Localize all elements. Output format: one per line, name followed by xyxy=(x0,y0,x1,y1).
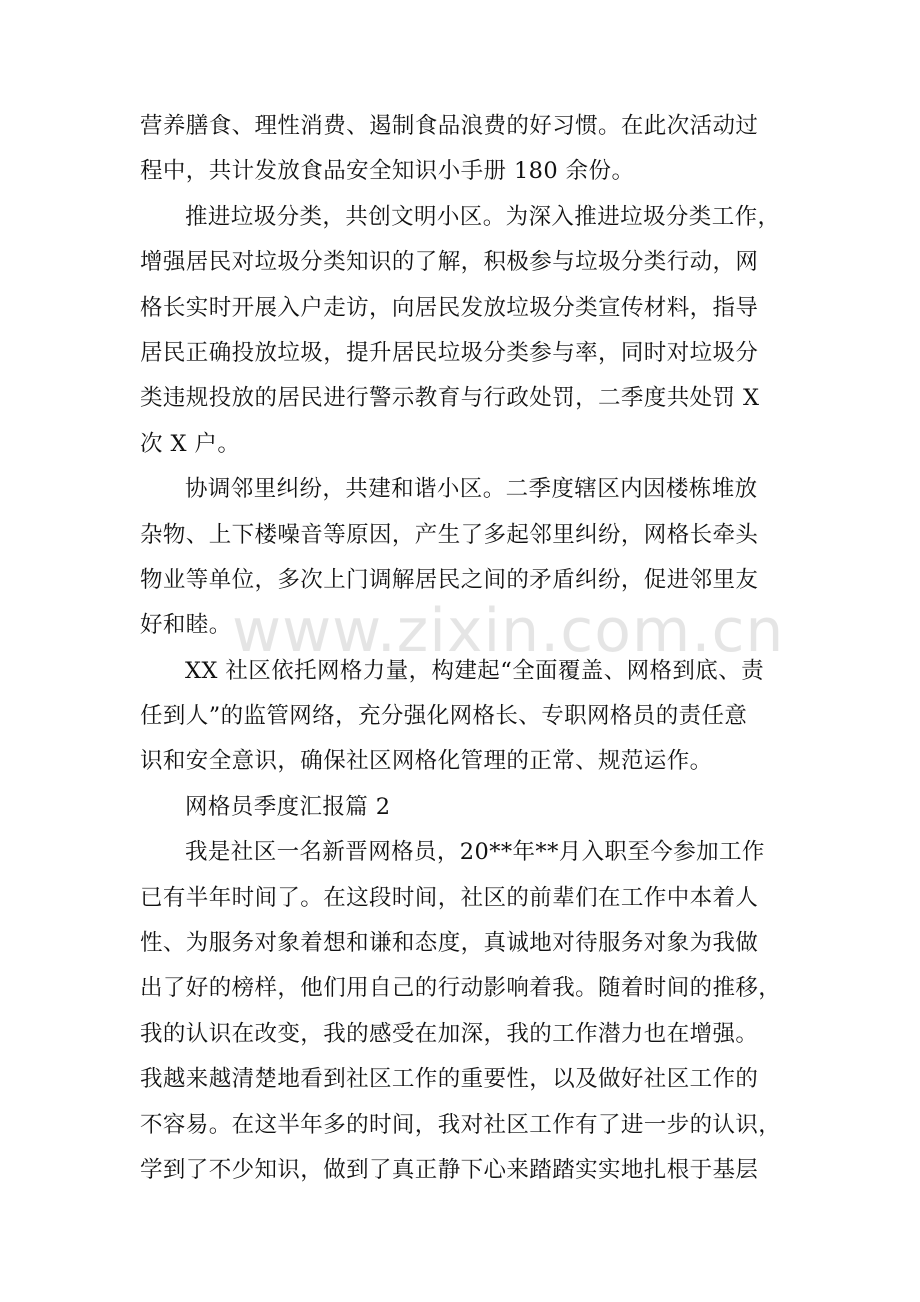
text-line: 任到人”的监管网络，充分强化网格长、专职网格员的责任意 xyxy=(140,703,748,730)
watermark-text: www.zixin.com.cn xyxy=(232,596,785,666)
text-line: 类违规投放的居民进行警示教育与行政处罚，二季度共处罚 X xyxy=(140,385,760,412)
paragraph-start-line: 我是社区一名新晋网格员，20**年**月入职至今参加工作 xyxy=(185,839,765,866)
section-heading: 网格员季度汇报篇 2 xyxy=(185,793,391,820)
text-line: 我的认识在改变，我的感受在加深，我的工作潜力也在增强。 xyxy=(140,1020,759,1047)
text-line: 次 X 户。 xyxy=(140,430,241,457)
text-line: 不容易。在这半年多的时间，我对社区工作有了进一步的认识， xyxy=(140,1111,782,1138)
text-line: 学到了不少知识，做到了真正静下心来踏踏实实地扎根于基层 xyxy=(140,1156,759,1183)
text-line: 营养膳食、理性消费、遏制食品浪费的好习惯。在此次活动过 xyxy=(140,113,759,139)
paragraph-start-line: 协调邻里纠纷，共建和谐小区。二季度辖区内因楼栋堆放 xyxy=(185,476,758,503)
text-line: 性、为服务对象着想和谦和态度，真诚地对待服务对象为我做 xyxy=(140,930,759,957)
text-line: 物业等单位，多次上门调解居民之间的矛盾纠纷，促进邻里友 xyxy=(140,566,759,593)
text-line: 好和睦。 xyxy=(140,612,232,639)
text-line: 格长实时开展入户走访，向居民发放垃圾分类宣传材料，指导 xyxy=(140,294,759,321)
text-line: 程中，共计发放食品安全知识小手册 180 余份。 xyxy=(140,158,635,185)
text-line: 增强居民对垃圾分类知识的了解，积极参与垃圾分类行动，网 xyxy=(140,249,759,276)
paragraph-start-line: XX 社区依托网格力量，构建起“全面覆盖、网格到底、责 xyxy=(185,657,764,684)
text-line: 居民正确投放垃圾，提升居民垃圾分类参与率，同时对垃圾分 xyxy=(140,339,759,366)
text-line: 识和安全意识，确保社区网格化管理的正常、规范运作。 xyxy=(140,748,713,775)
text-line: 杂物、上下楼噪音等原因，产生了多起邻里纠纷，网格长牵头 xyxy=(140,521,759,548)
text-line: 我越来越清楚地看到社区工作的重要性，以及做好社区工作的 xyxy=(140,1066,759,1093)
text-line: 出了好的榜样，他们用自己的行动影响着我。随着时间的推移， xyxy=(140,975,782,1002)
text-line: 已有半年时间了。在这段时间，社区的前辈们在工作中本着人 xyxy=(140,884,759,911)
document-body xyxy=(140,104,800,1193)
paragraph-start-line: 推进垃圾分类，共创文明小区。为深入推进垃圾分类工作， xyxy=(185,203,781,230)
